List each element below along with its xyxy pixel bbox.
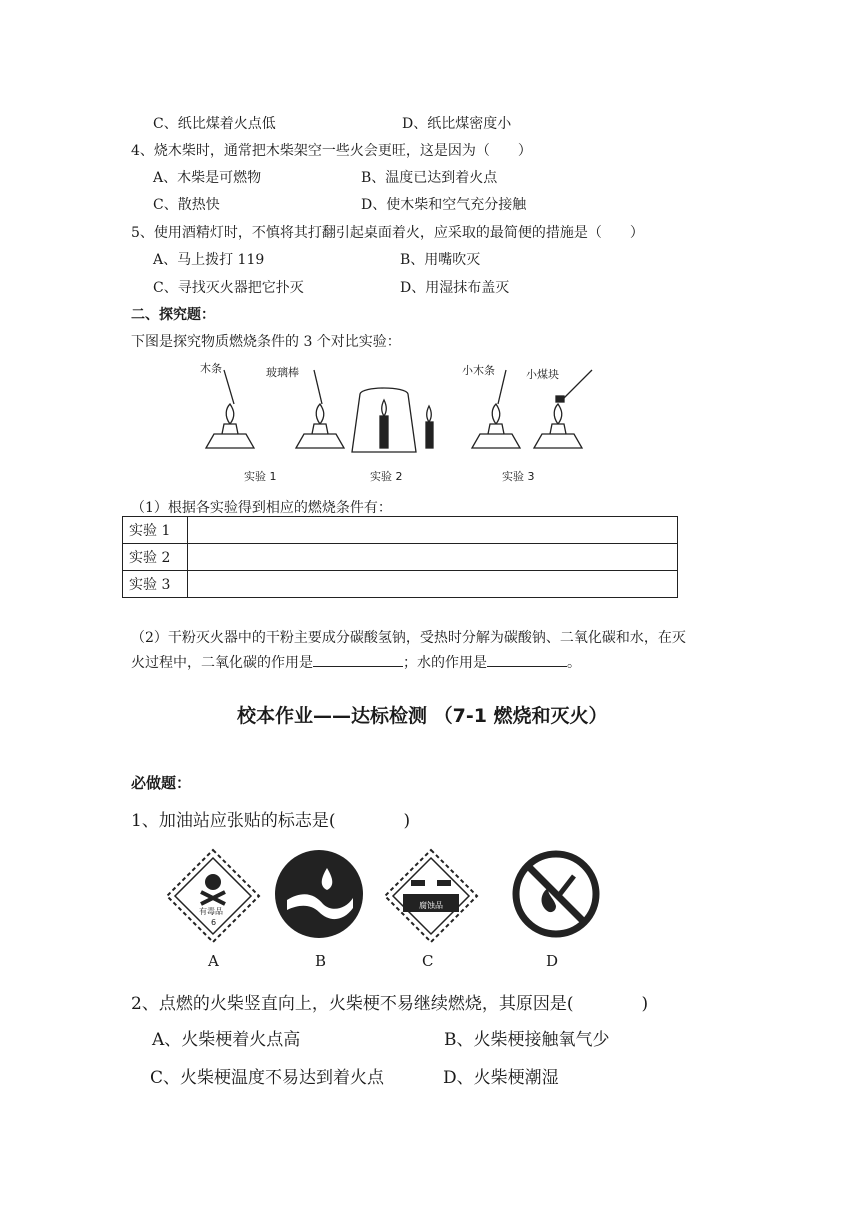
label-small-coal: 小煤块 [526, 368, 559, 381]
section2-heading: 二、探究题： [131, 307, 215, 323]
row-label: 实验 2 [123, 544, 188, 571]
label-small-wood: 小木条 [462, 364, 495, 377]
answer-blank-co2[interactable] [313, 666, 403, 667]
part2-text-b: ；水的作用是 [403, 655, 487, 671]
caption-experiment-3: 实验 3 [502, 470, 535, 483]
water-reactive-sign-icon [273, 848, 365, 940]
conditions-table [122, 516, 678, 598]
hw-q2-option-a: A、火柴梗着火点高 [152, 1030, 301, 1050]
label-glass-rod: 玻璃棒 [266, 366, 299, 379]
required-heading: 必做题： [131, 774, 192, 792]
sign-label-a: A [208, 952, 219, 970]
q5-option-c: C、寻找灭火器把它扑灭 [153, 280, 304, 296]
q4-option-d: D、使木柴和空气充分接触 [361, 197, 527, 213]
part2-line2 [131, 652, 581, 672]
answer-blank-water[interactable] [487, 666, 567, 667]
hw-q1-stem: 1、加油站应张贴的标志是( ) [131, 811, 411, 831]
sign-c-corrosive[interactable] [383, 848, 479, 948]
q4-option-c: C、散热快 [153, 197, 220, 213]
sign-a-toxic[interactable] [165, 848, 261, 948]
hw-q2-option-d: D、火柴梗潮湿 [443, 1068, 559, 1088]
corrosive-sign-icon [383, 848, 479, 944]
no-fire-sign-icon [510, 848, 602, 940]
q4-option-b: B、温度已达到着火点 [361, 170, 498, 186]
sign-label-b: B [315, 952, 327, 970]
hw-q2-stem: 2、点燃的火柴竖直向上，火柴梗不易继续燃烧，其原因是( ) [131, 994, 649, 1014]
answer-cell[interactable] [188, 544, 678, 571]
answer-cell[interactable] [188, 517, 678, 544]
toxic-sign-icon [165, 848, 261, 944]
row-label: 实验 3 [123, 571, 188, 598]
sign-c-text: 腐蚀品 [419, 901, 443, 910]
sign-a-number: 6 [211, 918, 217, 927]
sign-b-water[interactable] [273, 848, 365, 944]
q4-option-a: A、木柴是可燃物 [153, 170, 262, 186]
experiment-figure [200, 360, 612, 488]
q5-option-b: B、用嘴吹灭 [400, 252, 481, 268]
row-label: 实验 1 [123, 517, 188, 544]
part2-line1: （2）干粉灭火器中的干粉主要成分碳酸氢钠，受热时分解为碳酸钠、二氧化碳和水，在灭 [131, 630, 686, 646]
hw-q2-option-b: B、火柴梗接触氧气少 [444, 1030, 610, 1050]
answer-cell[interactable] [188, 571, 678, 598]
q5-option-d: D、用湿抹布盖灭 [400, 280, 510, 296]
homework-title: 校本作业——达标检测 （7-1 燃烧和灭火） [237, 705, 608, 727]
label-wood-strip: 木条 [200, 362, 222, 375]
caption-experiment-1: 实验 1 [244, 470, 277, 483]
hw-q2-option-c: C、火柴梗温度不易达到着火点 [150, 1068, 385, 1088]
q5-stem: 5、使用酒精灯时，不慎将其打翻引起桌面着火，应采取的最简便的措施是（ ） [131, 225, 644, 241]
q3-option-d: D、纸比煤密度小 [402, 116, 512, 132]
caption-experiment-2: 实验 2 [370, 470, 403, 483]
part2-text-c: 。 [567, 655, 581, 671]
sign-label-d: D [546, 952, 559, 970]
table-row [123, 544, 678, 571]
q4-stem: 4、烧木柴时，通常把木柴架空一些火会更旺，这是因为（ ） [131, 143, 532, 159]
part1-text: （1）根据各实验得到相应的燃烧条件有： [131, 500, 392, 516]
section2-intro: 下图是探究物质燃烧条件的 3 个对比实验： [131, 334, 401, 350]
sign-a-text: 有毒品 [199, 907, 223, 916]
sign-label-c: C [422, 952, 434, 970]
part2-text-a: 火过程中，二氧化碳的作用是 [131, 655, 313, 671]
q3-option-c: C、纸比煤着火点低 [153, 116, 276, 132]
sign-d-no-fire[interactable] [510, 848, 602, 944]
table-row [123, 517, 678, 544]
table-row [123, 571, 678, 598]
q5-option-a: A、马上拨打 119 [153, 252, 265, 268]
